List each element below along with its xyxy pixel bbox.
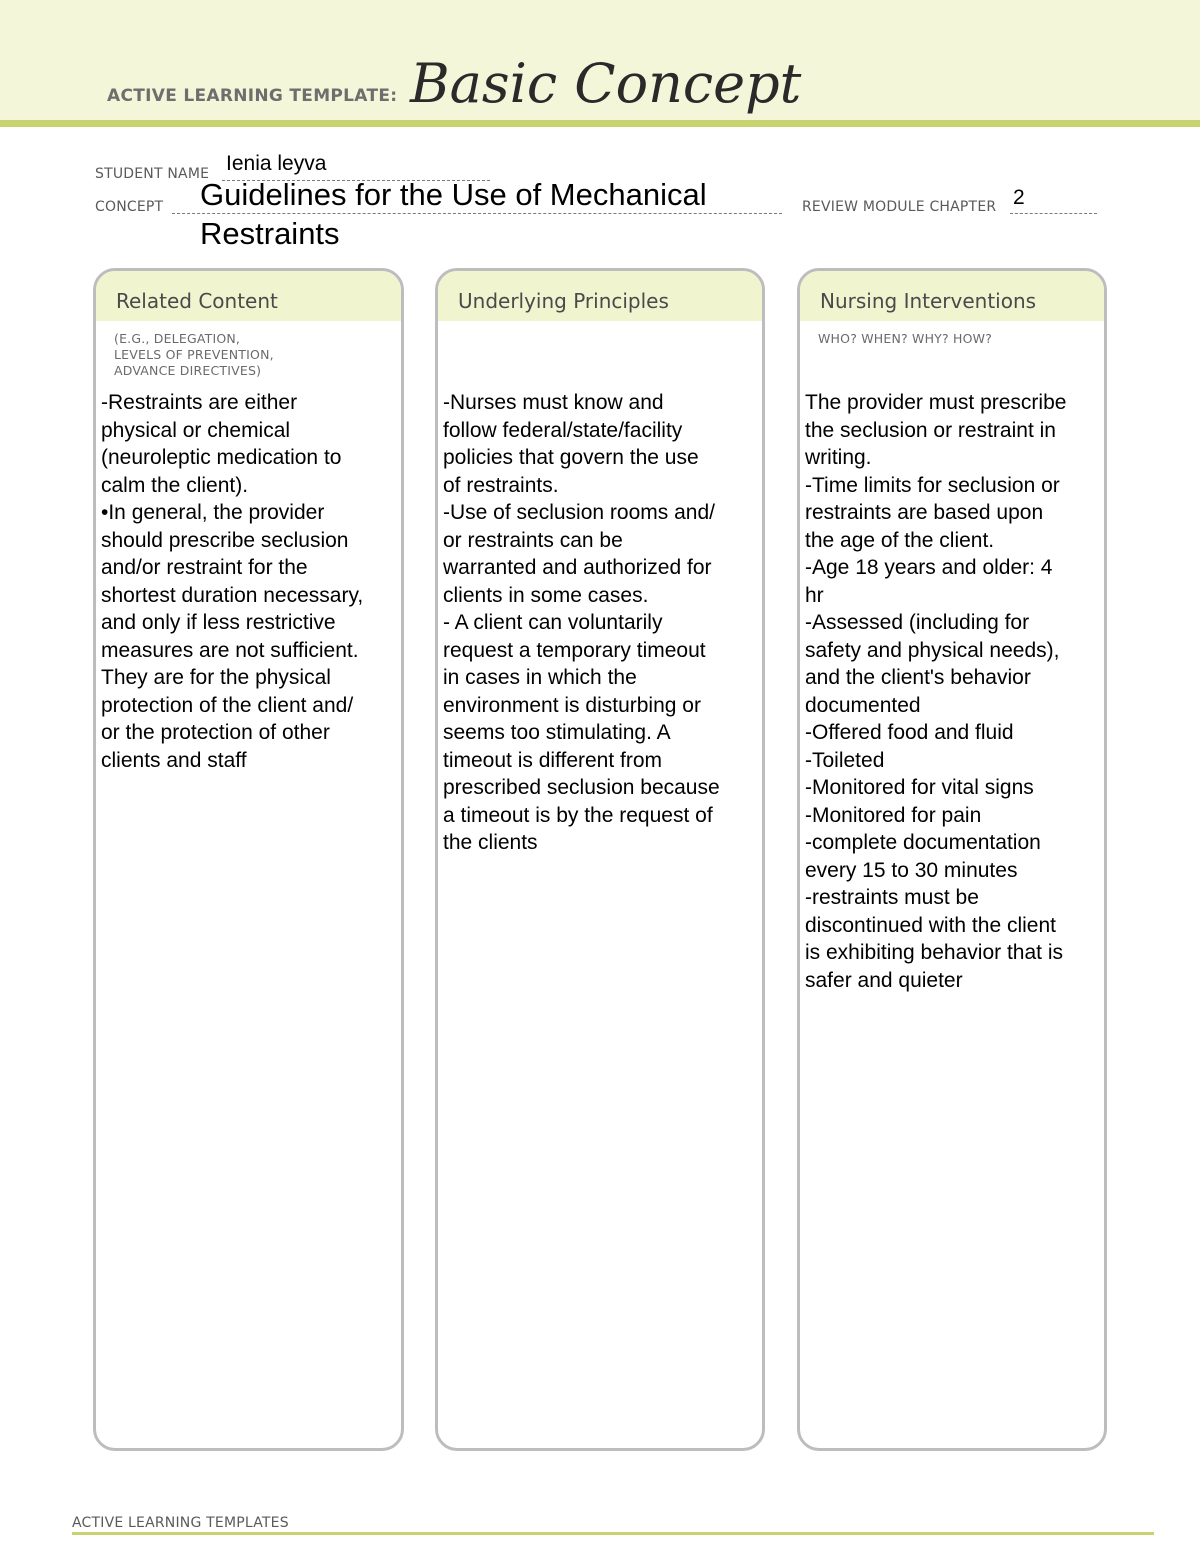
template-label: ACTIVE LEARNING TEMPLATE: [107, 86, 398, 106]
related-content-title: Related Content [96, 271, 401, 321]
concept-value-line2[interactable]: Restraints [200, 216, 340, 251]
review-module-label: REVIEW MODULE CHAPTER [802, 199, 997, 215]
footer-text: ACTIVE LEARNING TEMPLATES [72, 1515, 289, 1531]
underlying-principles-title: Underlying Principles [438, 271, 762, 321]
underlying-principles-body[interactable]: -Nurses must know and follow federal/state/facility policies that govern the use of restraints. -Use of seclusion rooms and/ or restraints can be warranted and authorized for clients in some cases. - A client can voluntarily request a temporary timeout in cases in which the environment is disturbing or seems too stimulating. A timeout is different from prescribed seclusion because a timeout is by the request of the clients [443, 391, 720, 854]
template-title: Basic Concept [410, 52, 802, 115]
review-module-value[interactable]: 2 [1013, 186, 1025, 209]
nursing-interventions-body[interactable]: The provider must prescribe the seclusion or restraint in writing. -Time limits for seclusion or restraints are based upon the age of the client. -Age 18 years and older: 4 hr -Assessed (including for safety and physical needs), and the client's behavior documented -Offered food and fluid -Toileted -Monitored for vital signs -Monitored for pain -complete documentation every 15 to 30 minutes -restraints must be discontinued with the client is exhibiting behavior that is safer and quieter [805, 391, 1067, 992]
concept-label: CONCEPT [95, 199, 164, 215]
header-divider [0, 120, 1200, 127]
student-name-value[interactable]: Ienia leyva [226, 152, 327, 175]
student-name-label: STUDENT NAME [95, 166, 210, 182]
nursing-interventions-subtitle: WHO? WHEN? WHY? HOW? [818, 331, 993, 346]
related-content-box [93, 268, 404, 1451]
review-module-underline [1010, 213, 1097, 214]
concept-underline [172, 213, 782, 214]
nursing-interventions-box [797, 268, 1107, 1451]
nursing-interventions-title: Nursing Interventions [800, 271, 1104, 321]
related-content-subtitle: (E.G., DELEGATION, LEVELS OF PREVENTION, ADVANCE DIRECTIVES) [114, 331, 274, 378]
related-content-body[interactable]: -Restraints are either physical or chemical (neuroleptic medication to calm the client). •In general, the provider should prescribe seclusion and/or restraint for the shortest duration necessary, and only if less restrictive measures are not sufficient. They are for the physical protection of the client and/ or the protection of other clients and staff [101, 391, 364, 772]
footer-divider [72, 1532, 1154, 1535]
concept-value-line1[interactable]: Guidelines for the Use of Mechanical [200, 177, 707, 212]
underlying-principles-box [435, 268, 765, 1451]
